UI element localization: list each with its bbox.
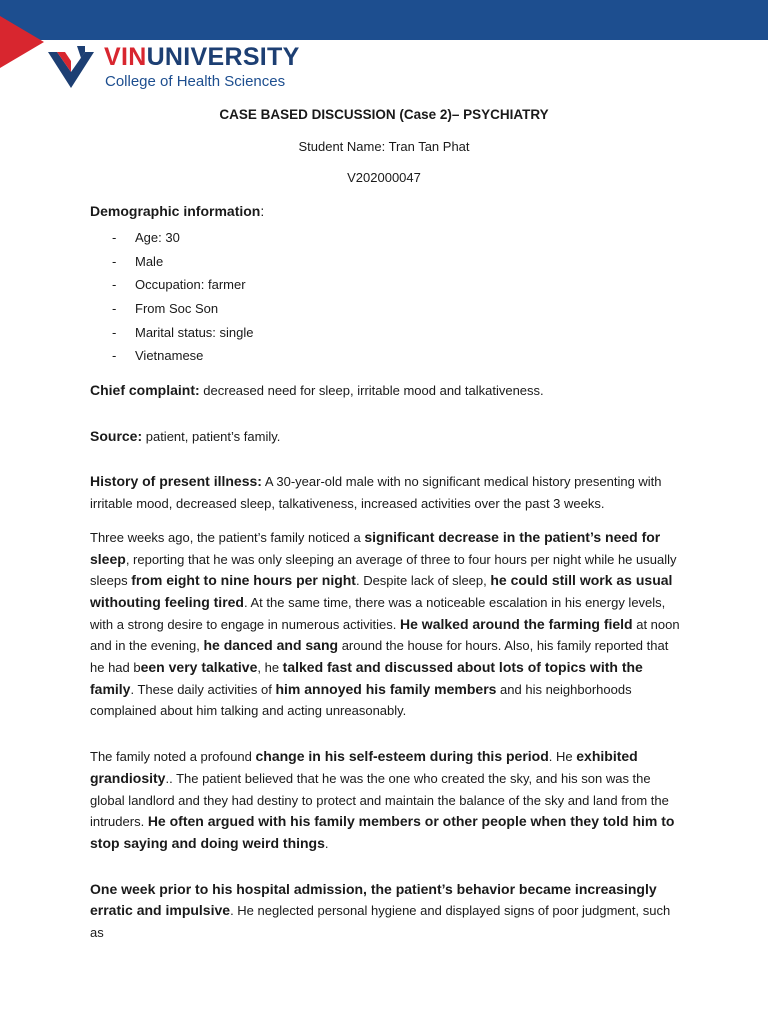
body-text: . He neglected personal hygiene and displayed signs of poor judgment, such as: [90, 903, 671, 941]
chief-complaint-text: decreased need for sleep, irritable mood and talkativeness.: [199, 383, 544, 399]
emphasis-text: One week prior to his hospital admission, the patient’s behavior became increasingly erratic and impulsive: [90, 880, 657, 919]
demographic-heading-colon: :: [260, 203, 265, 220]
logo-wordmark: [104, 43, 300, 72]
hpi-label: History of present illness:: [90, 473, 262, 490]
emphasis-text: talked fast and discussed about lots of topics with the family: [90, 659, 643, 697]
list-dash: -: [112, 300, 117, 316]
hpi-paragraph-3: [90, 879, 680, 944]
top-banner: [0, 0, 768, 40]
emphasis-text: He walked around the farming field: [400, 615, 633, 632]
body-text: around the house for hours. Also, his family reported that he had b: [90, 638, 669, 676]
emphasis-text: significant decrease in the patient’s need for sleep: [90, 528, 661, 567]
emphasis-text: exhibited grandiosity: [90, 748, 638, 786]
emphasis-text: he could still work as usual withouting feeling tired: [90, 572, 673, 610]
demographic-heading-text: Demographic information: [90, 203, 261, 220]
list-dash: -: [112, 229, 117, 245]
demographic-item: [90, 273, 680, 297]
emphasis-text: een very talkative: [140, 659, 258, 676]
body-text: , reporting that he was only sleeping an average of three to four hours per night while he usually sleeps: [90, 551, 677, 589]
body-text: .. The patient believed that he was the one who created the sky, and his son was the global landlord and they had destiny to protect and maintain the balance of the sky and land from the intruders.: [90, 770, 669, 830]
history-present-illness: [90, 471, 680, 514]
list-dash: -: [112, 277, 117, 293]
hpi-paragraph-1: [90, 527, 680, 722]
list-dash: -: [112, 324, 117, 340]
body-text: . These daily activities of: [130, 681, 276, 697]
body-text: . He: [548, 749, 577, 765]
source-label: Source:: [90, 427, 143, 444]
demographic-heading: [90, 201, 680, 223]
student-name: Student Name: Tran Tan Phat: [298, 138, 470, 154]
student-id: V202000047: [347, 170, 421, 186]
chief-complaint: [90, 380, 680, 402]
hpi-text: A 30-year-old male with no significant medical history presenting with irritable mood, decreased sleep, talkativeness, increased activities over the past 3 weeks.: [90, 474, 662, 512]
demographic-item-text: Male: [135, 253, 164, 269]
body-text: , he: [257, 660, 283, 676]
demographic-item-text: Marital status: single: [135, 324, 254, 340]
body-text: . At the same time, there was a noticeable escalation in his energy levels, with a strong desire to engage in numerous activities.: [90, 594, 666, 632]
body-text: and his neighborhoods complained about him talking and acting unreasonably.: [90, 681, 632, 719]
emphasis-text: he danced and sang: [203, 637, 339, 654]
demographic-item-text: Vietnamese: [135, 348, 204, 364]
emphasis-text: change in his self-esteem during this period: [255, 748, 549, 765]
demographic-item: [90, 321, 680, 345]
list-dash: -: [112, 253, 117, 269]
demographic-item: [90, 250, 680, 274]
source: [90, 426, 680, 448]
demographic-item-text: From Soc Son: [135, 300, 219, 316]
demographics-list: [90, 226, 680, 368]
emphasis-text: from eight to nine hours per night: [131, 572, 356, 589]
logo-vin: VIN: [104, 43, 147, 71]
source-text: patient, patient’s family.: [142, 428, 281, 444]
hpi-paragraph-2: [90, 746, 680, 855]
vinuniversity-logo: [48, 42, 300, 94]
body-text: Three weeks ago, the patient’s family noticed a: [90, 529, 365, 545]
document-body: [90, 104, 680, 944]
demographic-item: [90, 344, 680, 368]
body-text: The family noted a profound: [90, 749, 256, 765]
emphasis-text: He often argued with his family members or other people when they told him to stop saying and doing weird things: [90, 813, 675, 851]
chief-complaint-label: Chief complaint:: [90, 382, 200, 399]
body-text: at noon and in the evening,: [90, 616, 680, 654]
vinuniversity-chevron-icon: [48, 44, 94, 90]
logo-university: UNIVERSITY: [146, 43, 300, 71]
document-title: CASE BASED DISCUSSION (Case 2)– PSYCHIATRY: [219, 107, 549, 122]
red-triangle-accent: [0, 16, 44, 68]
demographic-item: [90, 297, 680, 321]
demographic-item: [90, 226, 680, 250]
emphasis-text: him annoyed his family members: [275, 680, 497, 697]
demographic-item-text: Age: 30: [135, 229, 180, 245]
body-text: . Despite lack of sleep,: [355, 573, 491, 589]
body-text: .: [324, 835, 329, 851]
demographic-item-text: Occupation: farmer: [135, 277, 246, 293]
list-dash: -: [112, 348, 117, 364]
logo-subtitle: College of Health Sciences: [105, 73, 286, 90]
